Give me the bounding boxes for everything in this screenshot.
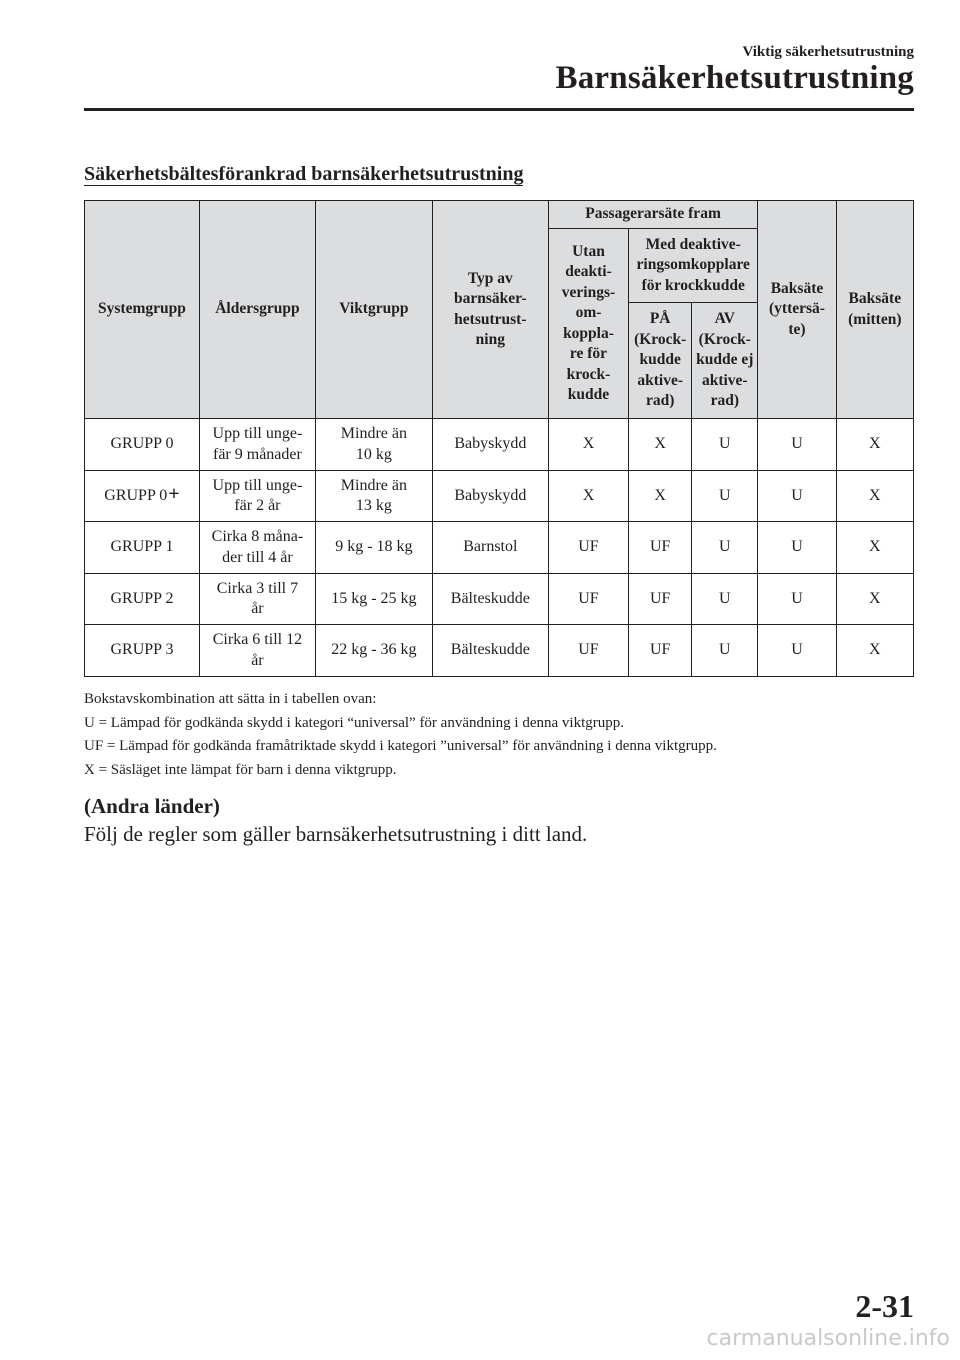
section-title: Säkerhetsbältesförankrad barnsäkerhetsutrustning <box>84 163 524 185</box>
cell-group: GRUPP 0 <box>85 419 200 471</box>
header-airbag-off: AV (Krock- kudde ej aktive- rad) <box>692 303 758 419</box>
cell-middle: X <box>836 625 913 677</box>
cell-type: Babyskydd <box>432 419 548 471</box>
legend-uf: UF = Lämpad för godkända framåtriktade skydd i kategori ”universal” för användning i denna viktgrupp. <box>84 738 717 754</box>
cell-weight: 22 kg - 36 kg <box>315 625 432 677</box>
cell-on: X <box>629 419 692 471</box>
cell-type: Bälteskudde <box>432 625 548 677</box>
cell-off: U <box>692 471 758 522</box>
cell-age: Upp till unge- fär 9 månader <box>199 419 315 471</box>
cell-weight: 15 kg - 25 kg <box>315 574 432 625</box>
cell-on: UF <box>629 625 692 677</box>
cell-group: GRUPP 1 <box>85 522 200 574</box>
table-row <box>85 625 914 677</box>
cell-outer: U <box>758 471 836 522</box>
header-rear-middle-seat: Baksäte (mitten) <box>836 201 913 419</box>
cell-outer: U <box>758 419 836 471</box>
header-rear-outer-seat: Baksäte (yttersä- te) <box>758 201 836 419</box>
cell-weight: 9 kg - 18 kg <box>315 522 432 574</box>
header-seat-type: Typ av barnsäker- hetsutrust- ning <box>432 201 548 419</box>
cell-middle: X <box>836 522 913 574</box>
cell-off: U <box>692 625 758 677</box>
cell-without: UF <box>548 522 628 574</box>
cell-group: GRUPP 3 <box>85 625 200 677</box>
cell-middle: X <box>836 419 913 471</box>
cell-middle: X <box>836 574 913 625</box>
cell-on: X <box>629 471 692 522</box>
cell-middle: X <box>836 471 913 522</box>
plus-icon: + <box>168 482 180 505</box>
table-row <box>85 471 914 522</box>
cell-without: UF <box>548 574 628 625</box>
cell-age: Cirka 8 måna- der till 4 år <box>199 522 315 574</box>
header-airbag-on: PÅ (Krock- kudde aktive- rad) <box>629 303 692 419</box>
table-row <box>85 574 914 625</box>
legend-intro: Bokstavskombination att sätta in i tabellen ovan: <box>84 691 377 707</box>
cell-group: GRUPP 2 <box>85 574 200 625</box>
legend-x: X = Säsläget inte lämpat för barn i denna viktgrupp. <box>84 761 397 778</box>
cell-weight: Mindre än 13 kg <box>315 471 432 522</box>
cell-age: Cirka 3 till 7 år <box>199 574 315 625</box>
group-label: GRUPP 0 <box>104 486 168 504</box>
cell-off: U <box>692 419 758 471</box>
header-system-group: Systemgrupp <box>85 201 200 419</box>
chapter-subtitle: Viktig säkerhetsutrustning <box>742 44 914 60</box>
cell-off: U <box>692 522 758 574</box>
cell-without: X <box>548 471 628 522</box>
table-legend <box>84 688 717 782</box>
cell-on: UF <box>629 574 692 625</box>
page-number: 2-31 <box>855 1288 914 1324</box>
cell-outer: U <box>758 522 836 574</box>
child-seat-table <box>84 200 914 677</box>
chapter-title: Barnsäkerhetsutrustning <box>555 60 914 96</box>
header-weight-group: Viktgrupp <box>315 201 432 419</box>
header-age-group: Åldersgrupp <box>199 201 315 419</box>
cell-on: UF <box>629 522 692 574</box>
header-front-passenger-seat: Passagerarsäte fram <box>548 201 758 229</box>
other-countries-text: Följ de regler som gäller barnsäkerhetsutrustning i ditt land. <box>84 822 588 846</box>
cell-without: X <box>548 419 628 471</box>
header-with-deactivation: Med deaktive- ringsomkopplare för krockkudde <box>629 229 758 303</box>
table-row <box>85 419 914 471</box>
header-without-deactivation: Utan deakti- verings- om- koppla- re för krock- kudde <box>548 229 628 419</box>
legend-u: U = Lämpad för godkända skydd i kategori “universal” för användning i denna viktgrupp. <box>84 714 624 731</box>
cell-off: U <box>692 574 758 625</box>
header-rule <box>84 108 914 111</box>
cell-type: Barnstol <box>432 522 548 574</box>
cell-age: Cirka 6 till 12 år <box>199 625 315 677</box>
watermark: carmanualsonline.info <box>706 1326 950 1351</box>
cell-without: UF <box>548 625 628 677</box>
cell-weight: Mindre än 10 kg <box>315 419 432 471</box>
cell-group <box>85 471 200 522</box>
other-countries-title: (Andra länder) <box>84 794 220 818</box>
cell-outer: U <box>758 625 836 677</box>
cell-age: Upp till unge- fär 2 år <box>199 471 315 522</box>
cell-outer: U <box>758 574 836 625</box>
cell-type: Babyskydd <box>432 471 548 522</box>
table-row <box>85 522 914 574</box>
cell-type: Bälteskudde <box>432 574 548 625</box>
